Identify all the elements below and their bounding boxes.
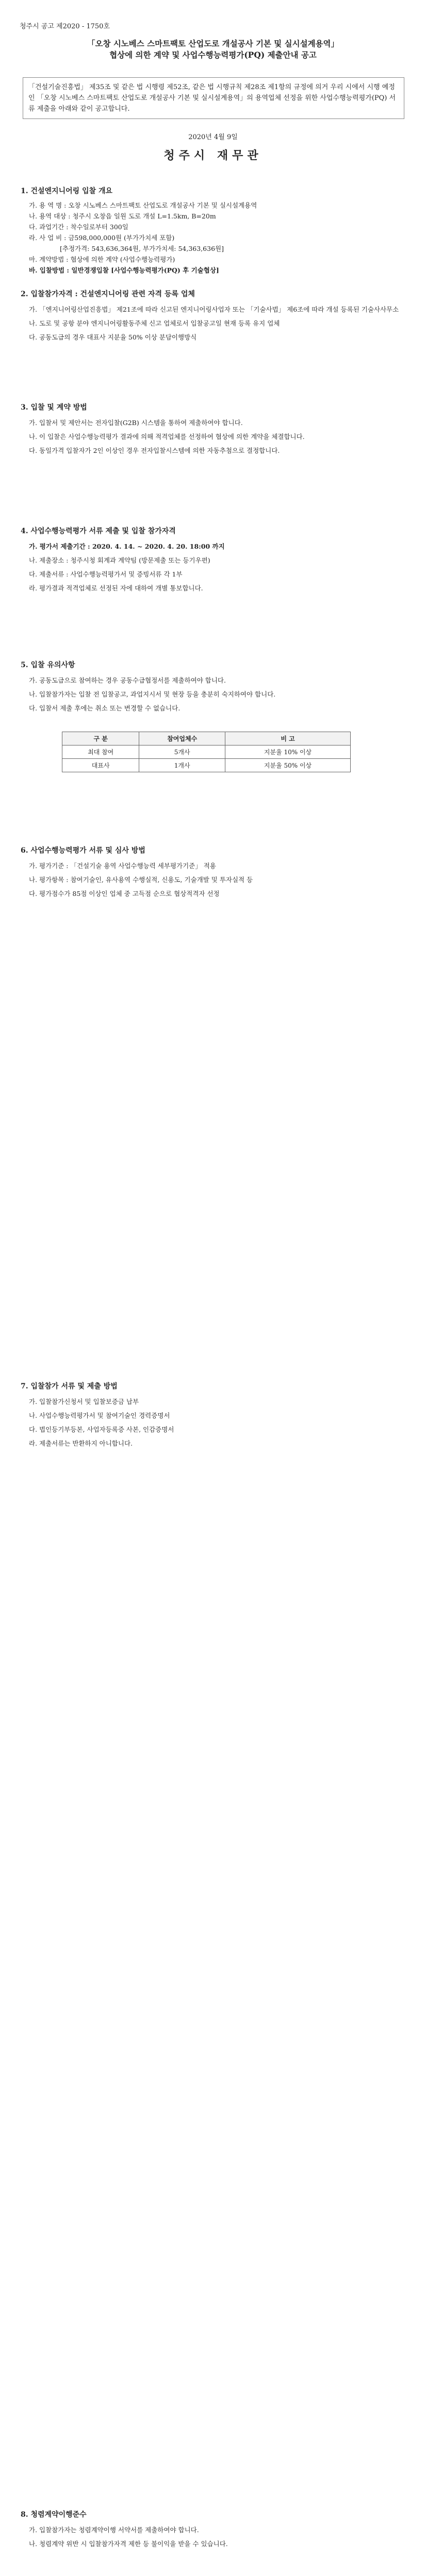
- s3-item: 다. 동일가격 입찰자가 2인 이상인 경우 전자입찰시스템에 의한 자동추첨으로 결정합니다.: [29, 447, 280, 454]
- section-5-list: [29, 675, 400, 714]
- section-4-heading: 4. 사업수행능력평가 서류 제출 및 입찰 참가자격: [21, 527, 176, 535]
- s3-item: 가. 입찰서 및 제안서는 전자입찰(G2B) 시스템을 통하여 제출하여야 합니다.: [29, 419, 243, 427]
- title-line-1: 「오창 시노베스 스마트팩토 산업도로 개설공사 기본 및 실시설계용역」: [87, 39, 339, 48]
- section-6-heading: 6. 사업수행능력평가 서류 및 심사 방법: [21, 846, 145, 855]
- s1-item: 바. 입찰방법 : 일반경쟁입찰 [사업수행능력평가(PQ) 후 기술협상]: [29, 266, 219, 274]
- section-2-list: [29, 304, 400, 343]
- s2-item: 가. 「엔지니어링산업진흥법」 제21조에 따라 신고된 엔지니어링사업자 또는 「기술사법」 제6조에 따라 개설 등록된 기술사사무소: [29, 306, 399, 313]
- notice-title: [31, 38, 395, 61]
- section-8-heading: 8. 청렴계약이행준수: [21, 2511, 87, 2519]
- s2-item: 다. 공동도급의 경우 대표사 지분율 50% 이상 분담이행방식: [29, 333, 197, 341]
- issuing-organization: 청주시 재무관: [163, 149, 263, 162]
- table-cell: 대표사: [62, 759, 139, 772]
- table-cell: 지분율 10% 이상: [225, 745, 351, 759]
- section-5-heading: 5. 입찰 유의사항: [21, 661, 75, 669]
- s7-item: 나. 사업수행능력평가서 및 참여기술인 경력증명서: [29, 1412, 170, 1419]
- table-cell: 최대 참여: [62, 745, 139, 759]
- s8-item: 나. 청렴계약 위반 시 입찰참가자격 제한 등 불이익을 받을 수 있습니다.: [29, 2540, 228, 2548]
- section-7-heading: 7. 입찰참가 서류 및 제출 방법: [21, 1382, 118, 1391]
- section-3-list: [29, 417, 400, 456]
- s1-item: 다. 과업기간 : 착수일로부터 300일: [29, 223, 128, 231]
- s1-item: 나. 용역 대상 : 청주시 오창읍 일원 도로 개설 L=1.5km, B=20m: [29, 212, 216, 220]
- s4-item: 라. 평가결과 적격업체로 선정된 자에 대하여 개별 통보합니다.: [29, 584, 203, 592]
- section-7-list: [29, 1396, 400, 1449]
- intro-paragraph: 「건설기술진흥법」 제35조 및 같은 법 시행령 제52조, 같은 법 시행규칙 제28조 제1항의 규정에 의거 우리 시에서 시행 예정인 「오창 시노베스 스마트팩토 산업도로 개설공사 기본 및 실시설계용역」의 용역업체 선정을 위한 사업수행능력평가(PQ) 서류 제출을 아래와 같이 공고합니다.: [23, 77, 404, 119]
- s1-item: [추정가격: 543,636,364원, 부가가치세: 54,363,636원]: [60, 245, 224, 252]
- s6-item: 가. 평가기준 : 「건설기술 용역 사업수행능력 세부평가기준」 적용: [29, 862, 216, 870]
- section-6-list: [29, 860, 400, 899]
- table-row: [62, 759, 351, 772]
- s4-item: 가. 평가서 제출기간 : 2020. 4. 14. ~ 2020. 4. 20. 18:00 까지: [29, 543, 225, 550]
- s8-item: 가. 입찰참가자는 청렴계약이행 서약서를 제출하여야 합니다.: [29, 2526, 199, 2534]
- s5-item: 나. 입찰참가자는 입찰 전 입찰공고, 과업지시서 및 현장 등을 충분히 숙지하여야 합니다.: [29, 690, 276, 698]
- table-header-cell: 비 고: [225, 732, 351, 745]
- s6-item: 다. 평가점수가 85점 이상인 업체 중 고득점 순으로 협상적격자 선정: [29, 890, 220, 897]
- section-3-heading: 3. 입찰 및 계약 방법: [21, 403, 87, 412]
- section-1-list: [29, 200, 400, 276]
- title-line-2: 협상에 의한 계약 및 사업수행능력평가(PQ) 제출안내 공고: [109, 50, 317, 60]
- section-8-list: [29, 2524, 400, 2549]
- s5-item: 가. 공동도급으로 참여하는 경우 공동수급협정서를 제출하여야 합니다.: [29, 676, 226, 684]
- section-2-heading: 2. 입찰참가자격 : 건설엔지니어링 관련 자격 등록 업체: [21, 290, 195, 298]
- s4-item: 다. 제출서류 : 사업수행능력평가서 및 증빙서류 각 1부: [29, 570, 183, 578]
- table-header-cell: 구 분: [62, 732, 139, 745]
- table-row: [62, 745, 351, 759]
- notice-date: 2020년 4월 9일: [188, 133, 238, 141]
- s7-item: 라. 제출서류는 반환하지 아니합니다.: [29, 1439, 133, 1447]
- s1-item: 마. 계약방법 : 협상에 의한 계약 (사업수행능력평가): [29, 256, 175, 263]
- table-cell: 1개사: [139, 759, 225, 772]
- s6-item: 나. 평가항목 : 참여기술인, 유사용역 수행실적, 신용도, 기술개발 및 투자실적 등: [29, 876, 253, 884]
- table-header-cell: 참여업체수: [139, 732, 225, 745]
- table-header-row: [62, 732, 351, 745]
- s2-item: 나. 도로 및 공항 분야 엔지니어링활동주체 신고 업체로서 입찰공고일 현재 등록 유지 업체: [29, 319, 280, 327]
- section-4-list: [29, 541, 400, 594]
- s7-item: 다. 법인등기부등본, 사업자등록증 사본, 인감증명서: [29, 1426, 174, 1433]
- s1-item: 가. 용 역 명 : 오창 시노베스 스마트팩토 산업도로 개설공사 기본 및 실시설계용역: [29, 201, 257, 209]
- s7-item: 가. 입찰참가신청서 및 입찰보증금 납부: [29, 1398, 139, 1405]
- notice-number: 청주시 공고 제2020 - 1750호: [20, 23, 110, 30]
- s1-item: 라. 사 업 비 : 금598,000,000원 (부가가치세 포함): [29, 234, 175, 242]
- s3-item: 나. 이 입찰은 사업수행능력평가 결과에 의해 적격업체를 선정하여 협상에 의한 계약을 체결합니다.: [29, 433, 305, 440]
- section-1-heading: 1. 건설엔지니어링 입찰 개요: [21, 187, 113, 195]
- s4-item: 나. 제출장소 : 청주시청 회계과 계약팀 (방문제출 또는 등기우편): [29, 556, 210, 564]
- table-cell: 지분율 50% 이상: [225, 759, 351, 772]
- s5-item: 다. 입찰서 제출 후에는 취소 또는 변경할 수 없습니다.: [29, 704, 181, 712]
- participation-table: [62, 732, 351, 772]
- table-cell: 5개사: [139, 745, 225, 759]
